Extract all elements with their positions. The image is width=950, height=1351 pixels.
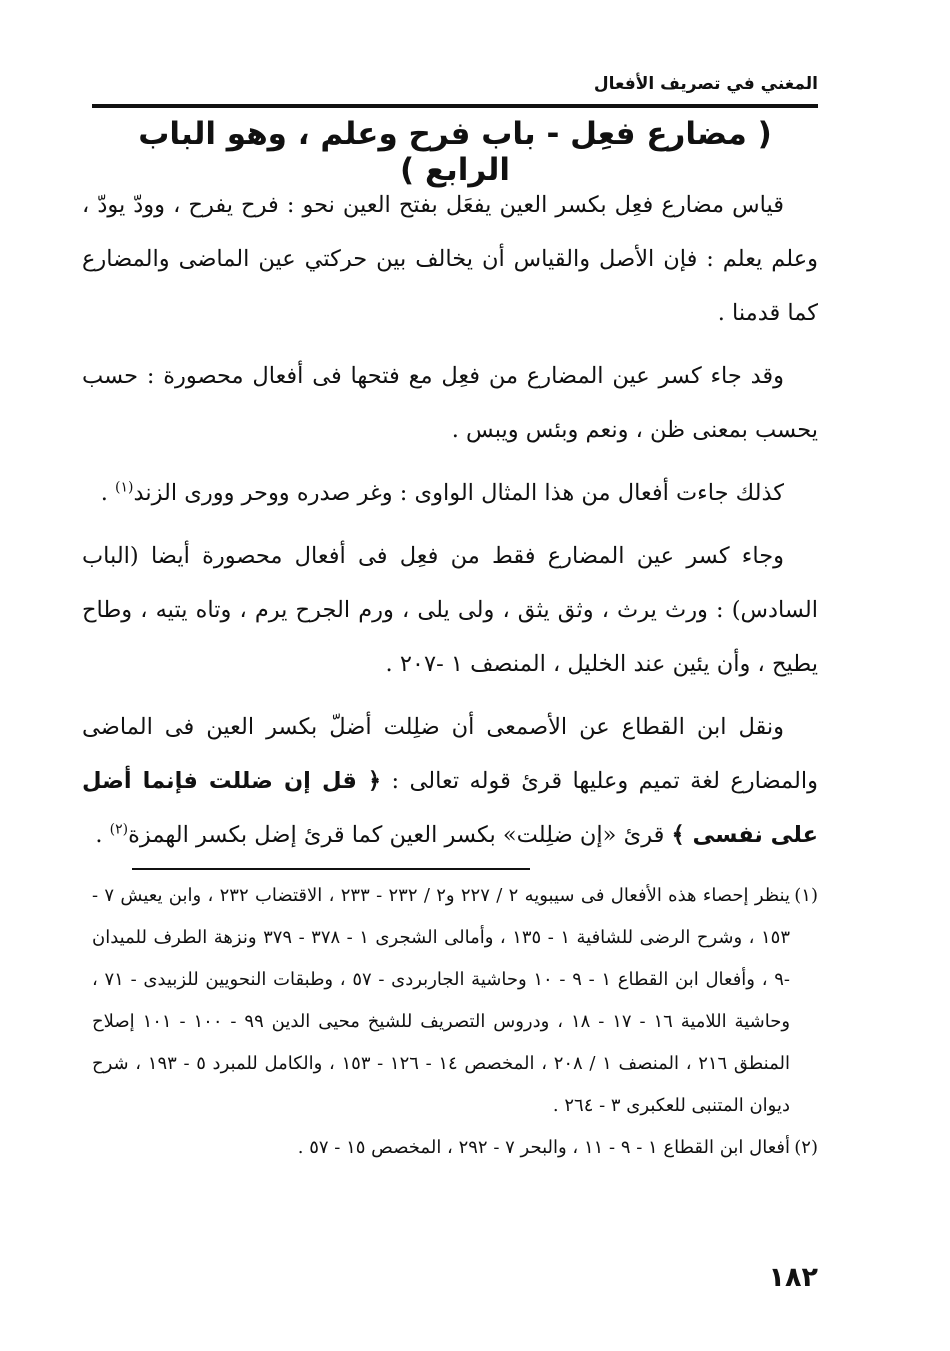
paragraph-text: وجاء كسر عين المضارع فقط من فعِل فى أفعال محصورة أيضا (الباب السادس) : ورث يرث ، وثق يثق ، ولى يلى ، ورم الجرح يرم ، وتاه يتيه ، وطاح يطيح ، وأن يئين عند الخليل ، المنصف ١ -٢٠٧ .: [82, 543, 818, 677]
paragraph: [82, 349, 818, 457]
paragraph-text: .: [95, 822, 110, 848]
running-head: المغني في تصريف الأفعال: [593, 74, 818, 94]
paragraph-text: .: [100, 480, 116, 506]
footnote-number: (٢): [794, 1137, 818, 1158]
footnotes: [92, 875, 818, 1169]
paragraph-text: كذلك جاءت أفعال من هذا المثال الواوى : وغر صدره ووحر وورى الزند: [133, 480, 784, 506]
footnote-reference: (٢): [109, 821, 129, 838]
footnote-separator: [132, 868, 530, 870]
paragraph-text: ونقل ابن القطاع عن الأصمعى أن ضلِلت أضلّ بكسر العين فى الماضى والمضارع لغة تميم وعليها قرئ قوله تعالى :: [82, 714, 818, 794]
footnote-text: ينظر إحصاء هذه الأفعال فى سيبويه ٢ / ٢٢٧ و٢ / ٢٣٢ - ٢٣٣ ، الاقتضاب ٢٣٢ ، وابن يعيش ٧ - ١٥٣ ، وشرح الرضى للشافية ١ - ١٣٥ ، وأمالى الشجرى ١ - ٣٧٨ - ٣٧٩ ونزهة الطرف للميدان -٩ ، وأفعال ابن القطاع ١ - ٩ - ١٠ وحاشية الجاربردى - ٥٧ ، وطبقات النحويين للزبيدى - ٧١ ، وحاشية اللامية ١٦ - ١٧ - ١٨ ، ودروس التصريف للشيخ محيى الدين ٩٩ - ١٠٠ - ١٠١ إصلاح المنطق ٢١٦ ، المنصف ١ / ٢٠٨ ، المخصص ١٤ - ١٢٦ - ١٥٣ ، والكامل للمبرد ٥ - ١٩٣ ، شرح ديوان المتنبى للعكبرى ٣ - ٢٦٤ .: [92, 885, 791, 1116]
page-number: ١٨٢: [768, 1262, 818, 1293]
chapter-title: ( مضارع فعِل - باب فرح وعلم ، وهو الباب الرابع ): [138, 116, 772, 188]
header-rule: [92, 104, 818, 108]
footnote: [92, 875, 818, 1127]
paragraph: [82, 178, 818, 340]
paragraph-text: قرئ «إن ضلِلت» بكسر العين كما قرئ إضل بكسر الهمزة: [128, 822, 672, 848]
quran-quotation: ﴿ قل إن ضللت فإنما أضل على نفسى ﴾: [82, 768, 818, 848]
paragraph: [82, 700, 818, 862]
paragraph: [82, 529, 818, 691]
footnote-reference: (١): [115, 479, 134, 496]
paragraph: [82, 466, 818, 520]
paragraph-text: قياس مضارع فعِل بكسر العين يفعَل بفتح العين نحو : فرح يفرح ، وودّ يودّ ، وعلم يعلم : فإن الأصل والقياس أن يخالف بين حركتي عين الماضى والمضارع كما قدمنا .: [82, 192, 818, 326]
paragraph-text: وقد جاء كسر عين المضارع من فعِل مع فتحها فى أفعال محصورة : حسب يحسب بمعنى ظن ، ونعم وبئس ويبس .: [82, 363, 818, 443]
footnote-text: أفعال ابن القطاع ١ - ٩ - ١١ ، والبحر ٧ - ٢٩٢ ، المخصص ١٥ - ٥٧ .: [297, 1137, 790, 1158]
footnote: [92, 1127, 818, 1169]
footnote-number: (١): [794, 885, 818, 906]
body-text: [82, 178, 818, 871]
